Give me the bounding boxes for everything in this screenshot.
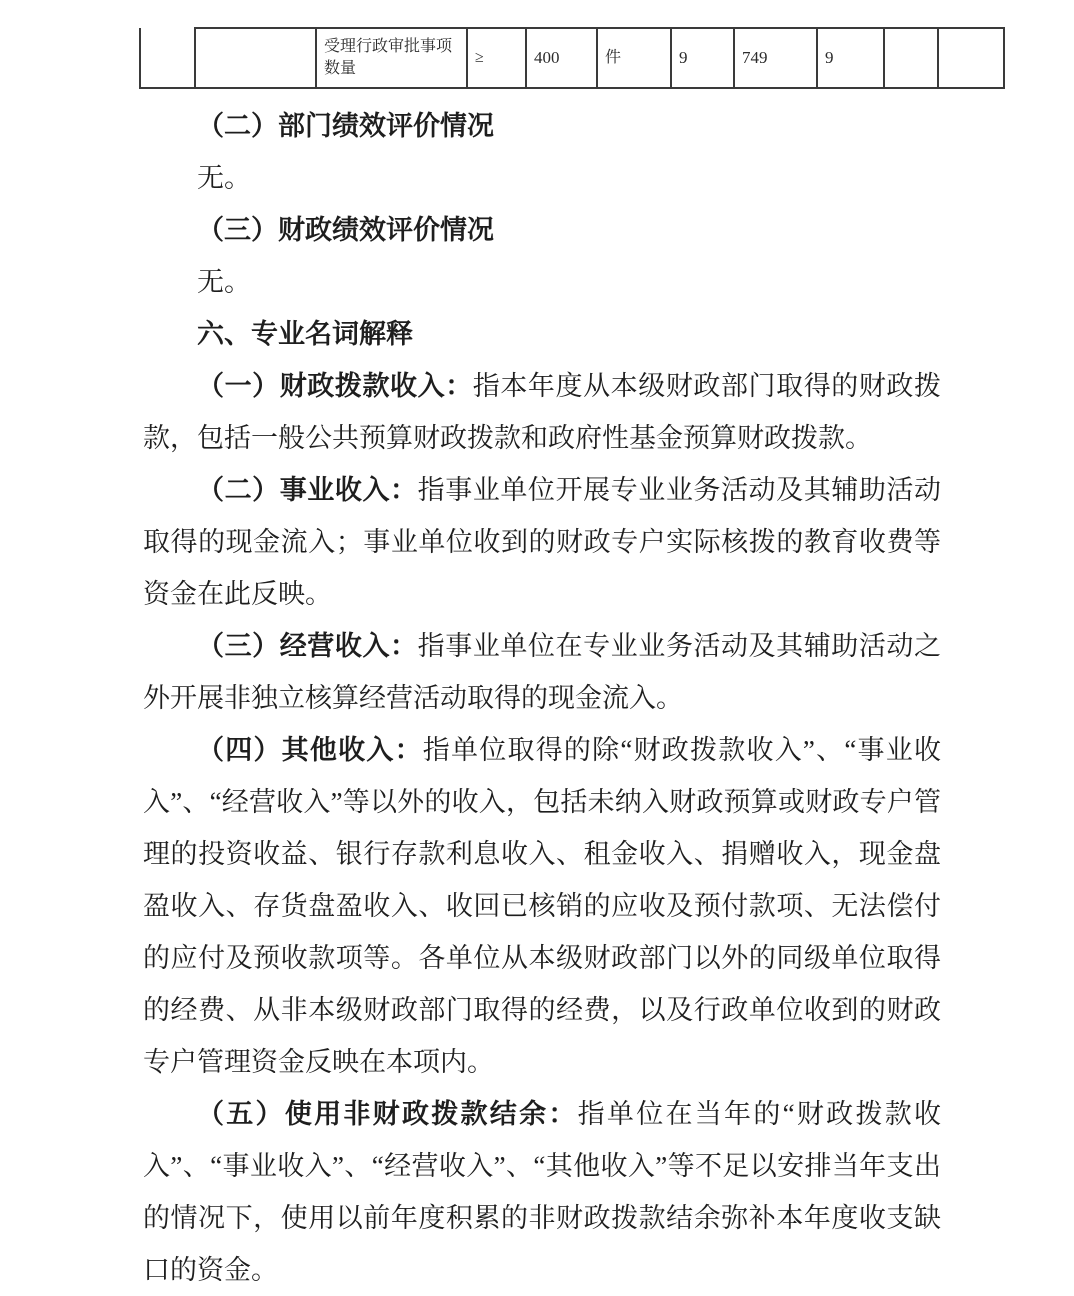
term-paragraph-operating-income-public <box>143 464 941 620</box>
table-cell-empty-group <box>195 28 316 88</box>
document-body <box>143 100 941 1296</box>
term-body: 指单位在当年的“财政拨款收入”、“事业收入”、“经营收入”、“其他收入”等不足以安排当年支出的情况下，使用以前年度积累的非财政拨款结余弥补本年度收支缺口的资金。 <box>143 1099 942 1285</box>
section-heading-fiscal-performance-eval: （三）财政绩效评价情况 <box>197 215 494 245</box>
performance-indicator-table <box>139 27 1005 89</box>
term-lead: （一）财政拨款收入： <box>197 371 473 401</box>
term-paragraph-fiscal-appropriation-income <box>143 360 941 464</box>
term-body: 指事业单位在专业业务活动及其辅助活动之外开展非独立核算经营活动取得的现金流入。 <box>143 631 942 713</box>
term-paragraph-business-income <box>143 620 941 724</box>
para-none-fiscal: 无。 <box>197 267 251 297</box>
table-cell-actual-value: 749 <box>734 28 817 88</box>
table-cell-indicator-name: 受理行政审批事项数量 <box>316 28 467 88</box>
table-cell-comparator: ≥ <box>467 28 526 88</box>
term-paragraph-non-fiscal-carryover <box>143 1088 941 1296</box>
term-body: 指本年度从本级财政部门取得的财政拨款，包括一般公共预算财政拨款和政府性基金预算财政拨款。 <box>143 371 942 453</box>
table-cell-score: 9 <box>817 28 884 88</box>
table-cell-empty-right-2 <box>938 28 1004 88</box>
table-cell-empty-left <box>140 28 195 88</box>
table-cell-weight: 9 <box>671 28 734 88</box>
chapter-heading-term-definitions: 六、专业名词解释 <box>197 319 413 349</box>
term-body: 指事业单位开展专业业务活动及其辅助活动取得的现金流入；事业单位收到的财政专户实际核拨的教育收费等资金在此反映。 <box>143 475 942 609</box>
table-cell-empty-right-1 <box>884 28 938 88</box>
term-lead: （五）使用非财政拨款结余： <box>197 1099 578 1129</box>
term-paragraph-other-income <box>143 724 941 1088</box>
table-cell-target-value: 400 <box>526 28 597 88</box>
term-lead: （四）其他收入： <box>197 735 423 765</box>
table-row <box>140 28 1004 88</box>
term-lead: （二）事业收入： <box>197 475 418 505</box>
table-cell-unit: 件 <box>597 28 671 88</box>
term-lead: （三）经营收入： <box>197 631 418 661</box>
section-heading-dept-performance-eval: （二）部门绩效评价情况 <box>197 111 494 141</box>
para-none-dept: 无。 <box>197 163 251 193</box>
term-body: 指单位取得的除“财政拨款收入”、“事业收入”、“经营收入”等以外的收入，包括未纳入财政预算或财政专户管理的投资收益、银行存款利息收入、租金收入、捐赠收入，现金盘盈收入、存货盘盈收入、收回已核销的应收及预付款项、无法偿付的应付及预收款项等。各单位从本级财政部门以外的同级单位取得的经费、从非本级财政部门取得的经费，以及行政单位收到的财政专户管理资金反映在本项内。 <box>143 735 942 1077</box>
